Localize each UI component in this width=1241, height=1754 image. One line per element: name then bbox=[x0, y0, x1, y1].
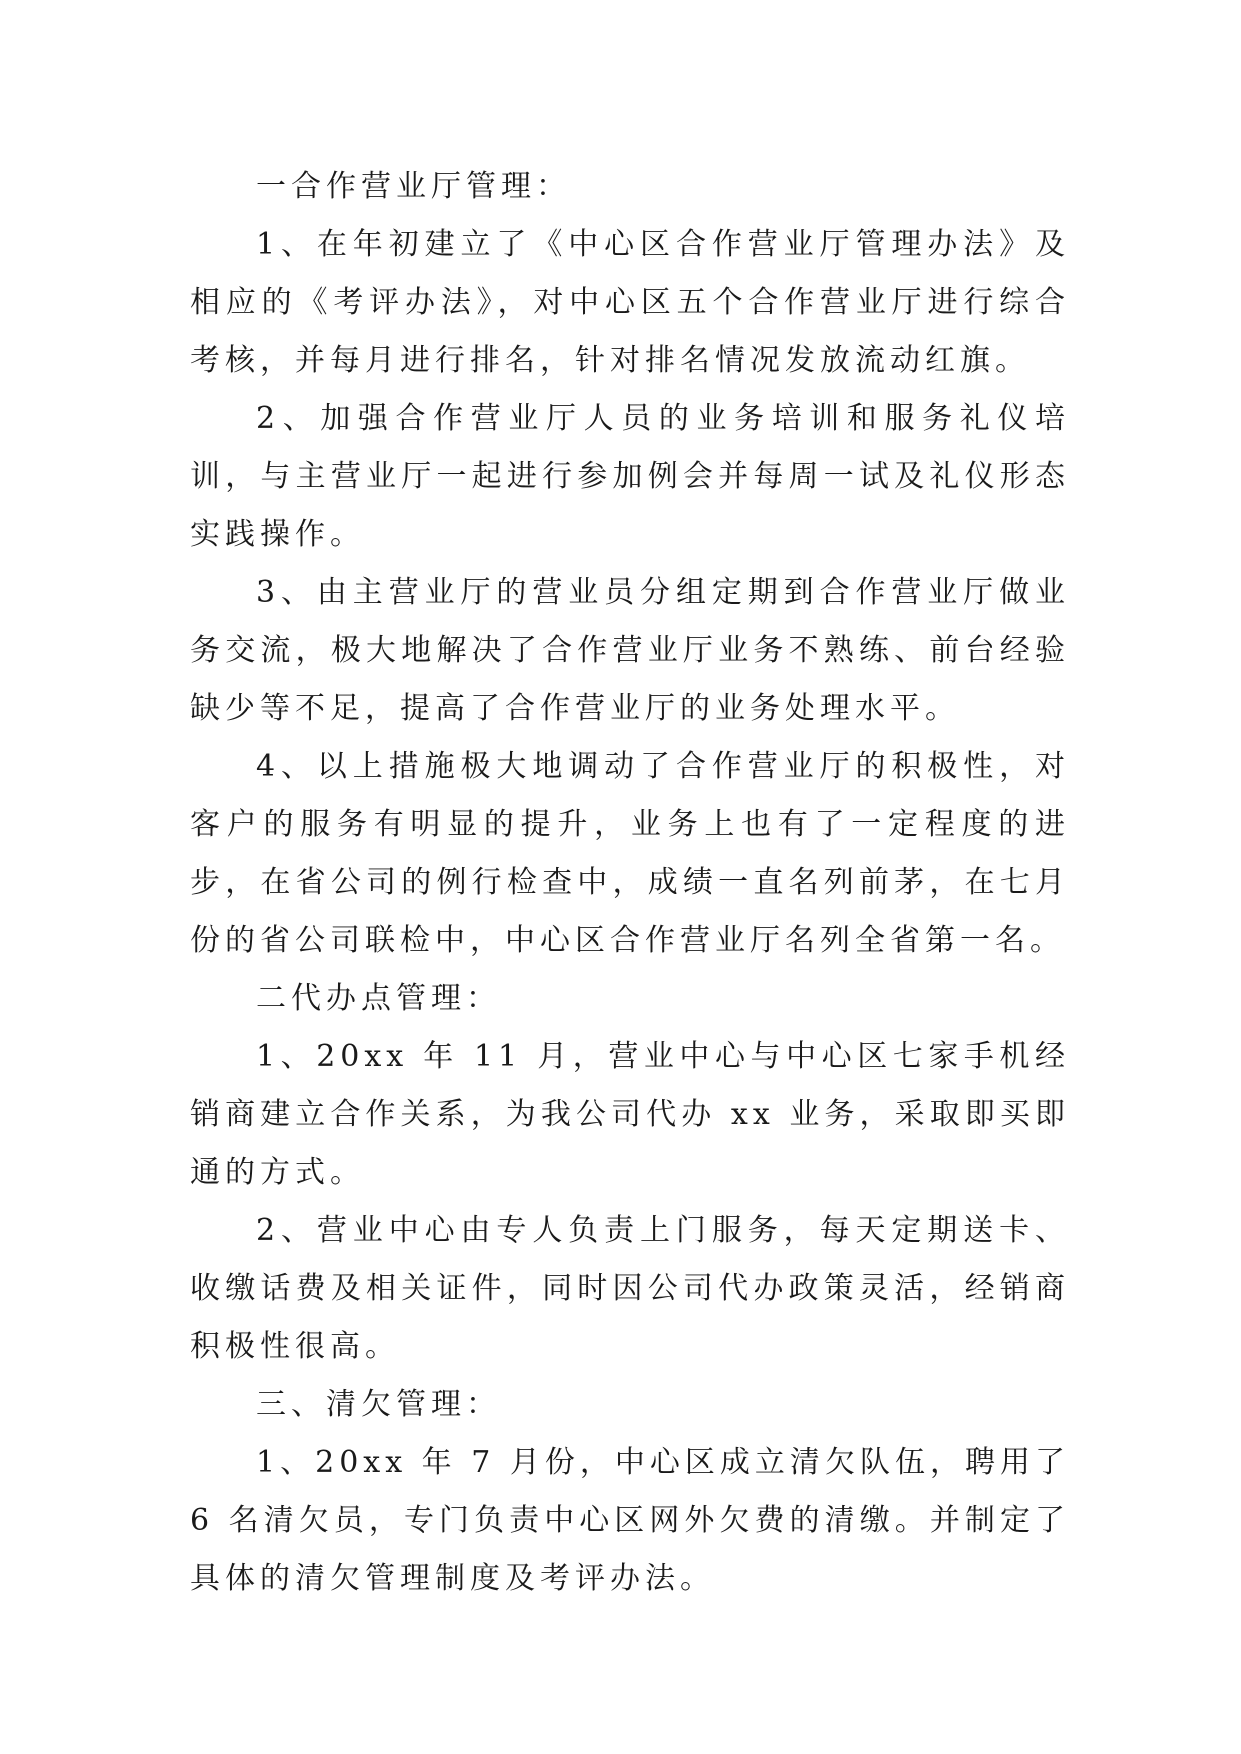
document-body bbox=[190, 158, 1070, 1608]
paragraph-agency-1: 1、20xx 年 11 月，营业中心与中心区七家手机经销商建立合作关系，为我公司代办 xx 业务，采取即买即通的方式。 bbox=[190, 1039, 1070, 1190]
section-heading-arrears: 三、清欠管理： bbox=[256, 1387, 501, 1422]
section-heading-agency-points: 二代办点管理： bbox=[256, 981, 501, 1016]
paragraph-cooperative-3: 3、由主营业厅的营业员分组定期到合作营业厅做业务交流，极大地解决了合作营业厅业务不熟练、前台经验缺少等不足，提高了合作营业厅的业务处理水平。 bbox=[190, 575, 1070, 726]
section-heading-cooperative-halls: 一合作营业厅管理： bbox=[256, 169, 571, 204]
paragraph-agency-2: 2、营业中心由专人负责上门服务，每天定期送卡、收缴话费及相关证件，同时因公司代办政策灵活，经销商积极性很高。 bbox=[190, 1213, 1070, 1364]
paragraph-cooperative-1: 1、在年初建立了《中心区合作营业厅管理办法》及相应的《考评办法》，对中心区五个合作营业厅进行综合考核，并每月进行排名，针对排名情况发放流动红旗。 bbox=[190, 227, 1070, 378]
paragraph-cooperative-2: 2、加强合作营业厅人员的业务培训和服务礼仪培训，与主营业厅一起进行参加例会并每周一试及礼仪形态实践操作。 bbox=[190, 401, 1070, 552]
paragraph-arrears-1: 1、20xx 年 7 月份，中心区成立清欠队伍，聘用了 6 名清欠员，专门负责中心区网外欠费的清缴。并制定了具体的清欠管理制度及考评办法。 bbox=[190, 1445, 1070, 1596]
paragraph-cooperative-4: 4、以上措施极大地调动了合作营业厅的积极性，对客户的服务有明显的提升，业务上也有了一定程度的进步，在省公司的例行检查中，成绩一直名列前茅，在七月份的省公司联检中，中心区合作营业厅名列全省第一名。 bbox=[190, 749, 1070, 958]
